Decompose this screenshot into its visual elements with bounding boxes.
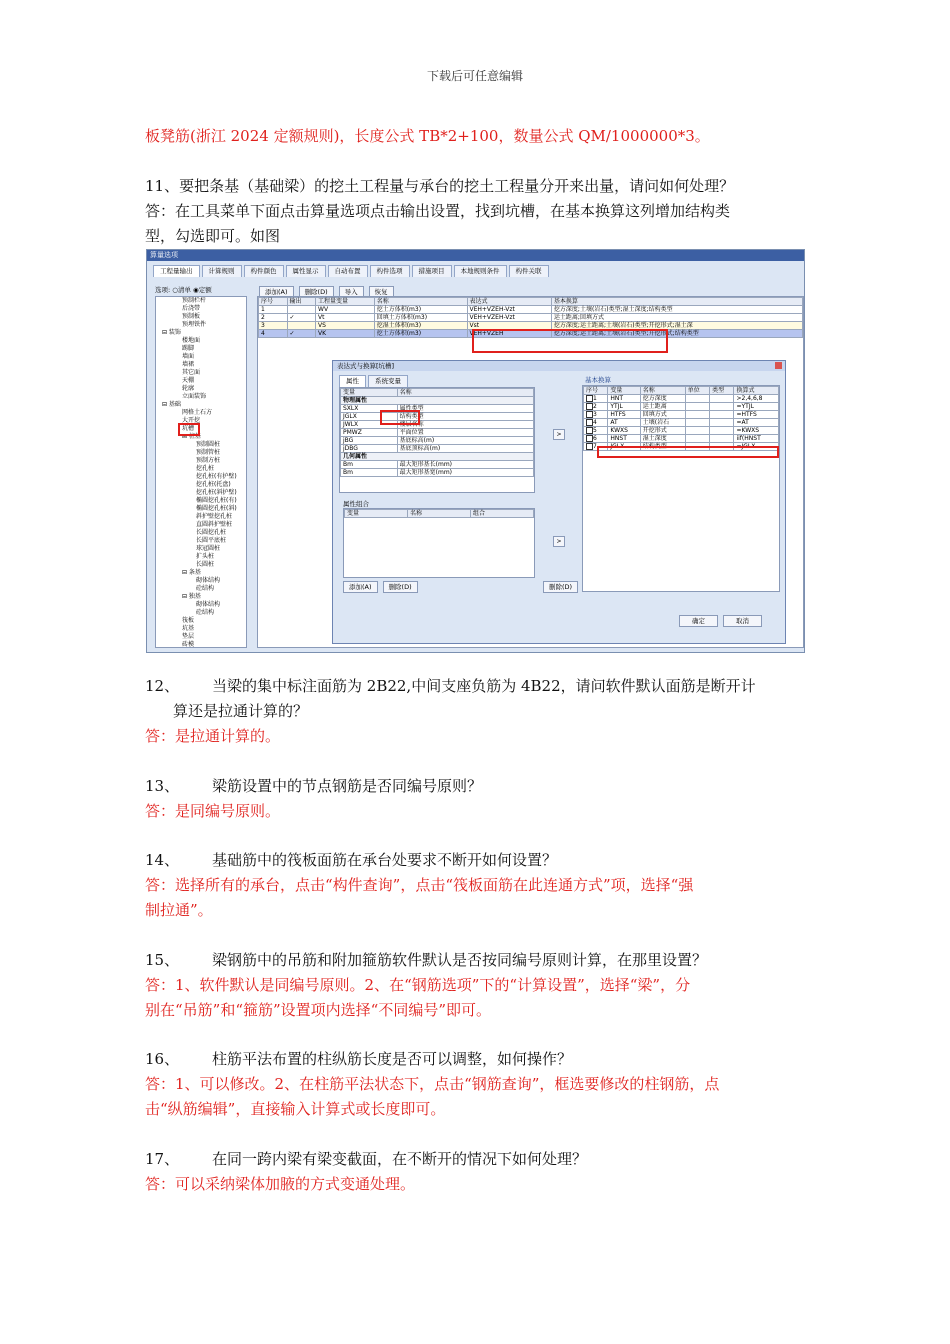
- tab-item[interactable]: 自动布置: [328, 265, 368, 277]
- col-combo: 组合: [471, 510, 534, 518]
- grid-cell: 2: [259, 314, 288, 322]
- grid-cell: 运土距离;回填方式: [551, 314, 802, 322]
- q11-answer-line2: 型，勾选即可。如图: [145, 227, 281, 245]
- attr-cell: jBG: [341, 437, 398, 445]
- q15-number: 15、: [145, 951, 180, 969]
- attr-cell: JWLX: [341, 421, 398, 429]
- dialog-title: 表达式与换算[坑槽]: [333, 361, 785, 371]
- grid-cell: 1: [259, 306, 288, 314]
- table-row[interactable]: [341, 405, 534, 413]
- attr-cell: jDBG: [341, 445, 398, 453]
- base-cell: =AT: [734, 419, 779, 427]
- tree-item[interactable]: 砖模: [182, 641, 195, 648]
- base-cell: YTJL: [608, 403, 640, 411]
- base-cell: 土壤(岩石: [640, 419, 685, 427]
- tab-bar: [153, 265, 551, 277]
- attr-cell: Bm: [341, 461, 398, 469]
- base-cell: JGLX: [608, 443, 640, 451]
- tree-item[interactable]: 踢脚: [182, 345, 195, 352]
- tab-item[interactable]: 构件选项: [370, 265, 410, 277]
- move-right-icon[interactable]: >: [553, 536, 565, 547]
- grid-cell: VEH+VZEH-Vzt: [467, 314, 551, 322]
- attr-cell: JGLX: [341, 413, 398, 421]
- attr-cell: SXLX: [341, 405, 398, 413]
- q15-answer-line1: 答：1、软件默认是同编号原则。2、在“钢筋选项”下的“计算设置”，选择“梁”，分: [145, 976, 691, 994]
- col-name: 名称: [408, 510, 471, 518]
- dialog-tabs: [339, 375, 410, 387]
- table-row[interactable]: [341, 469, 534, 477]
- ok-button[interactable]: 确定: [679, 615, 718, 627]
- base-cell: =HTFS: [734, 411, 779, 419]
- table-row[interactable]: [584, 427, 779, 435]
- combo-table: [344, 509, 534, 518]
- col-name: 名称: [397, 389, 533, 397]
- tree-item[interactable]: 砌体结构: [196, 601, 221, 608]
- tree-item[interactable]: ⊟ 独基: [182, 593, 201, 600]
- base-cell: [710, 403, 734, 411]
- table-row[interactable]: [341, 429, 534, 437]
- tree-item[interactable]: 挖孔桩(斜护壁): [196, 489, 237, 496]
- attr-group: 几何属性: [341, 453, 534, 461]
- checkbox-icon[interactable]: [586, 427, 593, 434]
- table-row[interactable]: [584, 411, 779, 419]
- base-panel: [582, 385, 780, 592]
- page-header: 下载后可任意编辑: [426, 69, 523, 83]
- q12-text: 当梁的集中标注面筋为 2B22,中间支座负筋为 4B22，请问软件默认面筋是断开计: [212, 677, 756, 695]
- tree-item[interactable]: 坑槽: [182, 425, 195, 432]
- tree-item[interactable]: 天棚: [182, 377, 195, 384]
- table-row[interactable]: [341, 437, 534, 445]
- attr-cell: 楼层名称: [397, 421, 533, 429]
- tree-item[interactable]: ⊟ 基础: [162, 401, 181, 408]
- base-header-cell: 单位: [685, 387, 709, 395]
- attr-cell: 最大矩形基长(mm): [397, 461, 533, 469]
- base-cell: =KWXS: [734, 427, 779, 435]
- option-radios: 选项: ○清单 ◉定额: [155, 286, 212, 294]
- q13-text: 梁筋设置中的节点钢筋是否同编号原则？: [212, 777, 483, 795]
- grid-cell: 回填土方体积(m3): [374, 314, 467, 322]
- q11-question: 11、要把条基（基础梁）的挖土工程量与承台的挖土工程量分开来出量，请问如何处理？: [145, 177, 735, 195]
- combo-label: 属性组合: [343, 500, 369, 508]
- attr-cell: Bm: [341, 469, 398, 477]
- tree-item[interactable]: 长圆挖孔桩: [196, 529, 227, 536]
- tree-item[interactable]: 坑基: [182, 625, 195, 632]
- q16-line: [145, 1047, 810, 1072]
- col-var: 变量: [341, 389, 398, 397]
- restore-button[interactable]: 恢复: [369, 286, 394, 298]
- base-cell: [710, 411, 734, 419]
- grid-cell: 4: [259, 330, 288, 338]
- tree-item[interactable]: 砼结构: [196, 609, 215, 616]
- table-row[interactable]: [341, 413, 534, 421]
- tree-item[interactable]: 立面装饰: [182, 393, 207, 400]
- base-cell: 1: [584, 395, 608, 403]
- grid-cell: WV: [316, 306, 375, 314]
- q12-line2: 算还是拉通计算的？: [173, 702, 309, 720]
- combo-panel: [343, 508, 535, 578]
- tree-item[interactable]: 椭圆挖孔桩(有): [196, 497, 237, 504]
- checkbox-icon[interactable]: [586, 435, 593, 442]
- tree-item[interactable]: 扩头桩: [196, 553, 215, 560]
- grid-cell: 挖土方体积(m3): [374, 330, 467, 338]
- tree-item[interactable]: 筏板: [182, 617, 195, 624]
- tree-item[interactable]: 直圆斜护壁桩: [196, 521, 233, 528]
- cancel-button[interactable]: 取消: [723, 615, 762, 627]
- q16-number: 16、: [145, 1050, 180, 1068]
- q17-answer: 答：可以采纳梁体加腋的方式变通处理。: [145, 1175, 416, 1193]
- base-cell: 运土距离: [640, 403, 685, 411]
- tree-item[interactable]: 挖孔桩(有护壁): [196, 473, 237, 480]
- base-header-cell: 类型: [710, 387, 734, 395]
- tree-item[interactable]: 预制管桩: [196, 449, 221, 456]
- tree-item[interactable]: 砼结构: [196, 585, 215, 592]
- q15-line: [145, 948, 810, 973]
- base-cell: 4: [584, 419, 608, 427]
- grid-cell: 挖土方体积(m3): [374, 306, 467, 314]
- add-button[interactable]: 添加(A): [259, 286, 294, 298]
- window-title: 算量选项: [147, 250, 804, 261]
- q14-answer-line2: 制拉通”。: [145, 901, 213, 919]
- q13-number: 13、: [145, 777, 180, 795]
- q12-answer: 答：是拉通计算的。: [145, 727, 281, 745]
- highlight-base-conversion: [472, 329, 668, 353]
- base-cell: 开挖形式: [640, 427, 685, 435]
- q16-text: 柱筋平法布置的柱纵筋长度是否可以调整，如何操作？: [212, 1050, 573, 1068]
- grid-cell: 挖方深度;运土距离;土壤(岩石)类型;开挖形式;结构类型: [551, 330, 802, 338]
- grid-header-cell: 工程量变量: [316, 298, 375, 306]
- radio-qingdan[interactable]: 清单: [177, 286, 191, 294]
- base-header-cell: 名称: [640, 387, 685, 395]
- base-cell: >2,4,6,8: [734, 395, 779, 403]
- base-cell: HNST: [608, 435, 640, 443]
- intro-line: 板凳筋(浙江 2024 定额规则)，长度公式 TB*2+100，数量公式 QM/1000000*3。: [145, 127, 710, 145]
- dialog-add-button[interactable]: 添加(A): [343, 581, 378, 593]
- tab-item[interactable]: 工程量输出: [153, 265, 200, 277]
- dialog-tab-attr[interactable]: 属性: [339, 375, 366, 387]
- checkbox-icon[interactable]: [586, 419, 593, 426]
- base-header-cell: 变量: [608, 387, 640, 395]
- table-row[interactable]: [584, 395, 779, 403]
- tree-item[interactable]: 椭圆挖孔桩(斜): [196, 505, 237, 512]
- grid-cell: 挖方深度;土壤(岩石)类型;湿土深度;结构类型: [551, 306, 802, 314]
- checkbox-icon[interactable]: [586, 403, 593, 410]
- base-cell: =YTJL: [734, 403, 779, 411]
- dialog-delete-button[interactable]: 删除(D): [383, 581, 418, 593]
- q16-answer-line2: 击“纵筋编辑”，直接输入计算式或长度即可。: [145, 1100, 446, 1118]
- tree-item[interactable]: 砌体结构: [196, 577, 221, 584]
- grid-header-cell: 名称: [374, 298, 467, 306]
- checkbox-icon[interactable]: [586, 443, 593, 450]
- grid-cell: 挖湿土体积(m3): [374, 322, 467, 330]
- grid-cell: 挖方深度;运土距离;土壤(岩石)类型;开挖形式;湿土深: [551, 322, 802, 330]
- grid-cell: ✓: [287, 330, 316, 338]
- base-cell: [710, 395, 734, 403]
- base-cell: 湿土深度: [640, 435, 685, 443]
- radio-dinge[interactable]: 定额: [198, 286, 212, 294]
- grid-cell: [287, 322, 316, 330]
- table-row[interactable]: [259, 314, 803, 322]
- attr-cell: 最大矩形基宽(mm): [397, 469, 533, 477]
- grid-header-cell: 表达式: [467, 298, 551, 306]
- base-header-cell: 序号: [584, 387, 608, 395]
- tree-item[interactable]: 轮廓: [182, 385, 195, 392]
- q12-line1: [145, 674, 810, 699]
- tree-item[interactable]: 大开挖: [182, 417, 201, 424]
- tree-item[interactable]: 墙裙: [182, 361, 195, 368]
- tree-item[interactable]: 预制方桩: [196, 457, 221, 464]
- q15-answer-line2: 别在“吊筋”和“箍筋”设置项内选择“不同编号”即可。: [145, 1001, 492, 1019]
- base-cell: HNT: [608, 395, 640, 403]
- tree-item[interactable]: 网格土石方: [182, 409, 213, 416]
- tab-item[interactable]: 构件关联: [509, 265, 549, 277]
- highlight-base-row: [597, 446, 779, 458]
- tree-item[interactable]: 墙面: [182, 353, 195, 360]
- base-cell: 3: [584, 411, 608, 419]
- base-cell: 挖方深度: [640, 395, 685, 403]
- table-row[interactable]: [341, 421, 534, 429]
- grid-cell: VS: [316, 322, 375, 330]
- dialog-btns: [343, 581, 423, 593]
- tree-item[interactable]: 楼地面: [182, 337, 201, 344]
- close-icon[interactable]: [775, 362, 782, 369]
- q13-answer: 答：是同编号原则。: [145, 802, 281, 820]
- base-cell: 回填方式: [640, 411, 685, 419]
- attr-cell: PMWZ: [341, 429, 398, 437]
- table-row[interactable]: [259, 306, 803, 314]
- q11-answer-line1: 答：在工具菜单下面点击算量选项点击输出设置，找到坑槽，在基本换算这列增加结构类: [145, 202, 731, 220]
- q13-line: [145, 774, 810, 799]
- attr-cell: 基底顶标高(m): [397, 445, 533, 453]
- base-cell: [685, 403, 709, 411]
- base-cell: [710, 435, 734, 443]
- base-cell: 结构类型: [640, 443, 685, 451]
- grid-header-cell: 输出: [287, 298, 316, 306]
- option-label: 选项:: [155, 286, 171, 294]
- tree-item[interactable]: 斜护壁挖孔桩: [196, 513, 233, 520]
- grid-cell: VEH+VZEH: [467, 330, 551, 338]
- q14-answer-line1: 答：选择所有的承台，点击“构件查询”，点击“筏板面筋在此连通方式”项，选择“强: [145, 876, 694, 894]
- base-cell: =JGLX: [734, 443, 779, 451]
- tree-item[interactable]: 预制板: [182, 313, 201, 320]
- table-row[interactable]: [584, 419, 779, 427]
- base-cell: [710, 427, 734, 435]
- import-button[interactable]: 导入: [339, 286, 364, 298]
- highlight-jglx: [380, 410, 420, 425]
- grid-cell: Vst: [467, 322, 551, 330]
- tree-item[interactable]: 其它面: [182, 369, 201, 376]
- tree-item[interactable]: 预制栏杆: [182, 297, 207, 304]
- tree-item[interactable]: 长圆平底桩: [196, 537, 227, 544]
- base-cell: HTFS: [608, 411, 640, 419]
- delete-btn-wrap: [543, 581, 583, 593]
- base-cell: [685, 427, 709, 435]
- tree-item[interactable]: 预埋铁件: [182, 321, 207, 328]
- component-tree[interactable]: [155, 296, 247, 648]
- delete-button[interactable]: 删除(D): [299, 286, 334, 298]
- tree-item[interactable]: ⊟ 装饰: [162, 329, 181, 336]
- settings-screenshot: [146, 249, 805, 653]
- q14-line: [145, 848, 810, 873]
- tree-item[interactable]: 垫层: [182, 633, 195, 640]
- grid-cell: ✓: [287, 314, 316, 322]
- tab-item[interactable]: 构件颜色: [244, 265, 284, 277]
- base-cell: [685, 435, 709, 443]
- dialog-footer: [679, 615, 767, 627]
- base-cell: [685, 411, 709, 419]
- tree-item[interactable]: ⊟ 条基: [182, 569, 201, 576]
- tab-item[interactable]: 属性显示: [286, 265, 326, 277]
- q17-text: 在同一跨内梁有梁变截面，在不断开的情况下如何处理？: [212, 1150, 588, 1168]
- q14-number: 14、: [145, 851, 180, 869]
- move-right-icon[interactable]: >: [553, 429, 565, 440]
- base-cell: [685, 419, 709, 427]
- grid-header-cell: 基本换算: [551, 298, 802, 306]
- grid-header-cell: 序号: [259, 298, 288, 306]
- q15-text: 梁钢筋中的吊筋和附加箍筋软件默认是否按同编号原则计算，在那里设置？: [212, 951, 708, 969]
- base-cell: 5: [584, 427, 608, 435]
- checkbox-icon[interactable]: [586, 395, 593, 402]
- base-cell: 6: [584, 435, 608, 443]
- base-cell: AT: [608, 419, 640, 427]
- attr-cell: 结构类型: [397, 413, 533, 421]
- attr-panel: [339, 387, 535, 493]
- tree-item[interactable]: 预制圆桩: [196, 441, 221, 448]
- dialog-tab-sysvar[interactable]: 系统变量: [368, 375, 408, 387]
- tree-item[interactable]: 挖孔桩(托盘): [196, 481, 231, 488]
- grid-cell: VK: [316, 330, 375, 338]
- tree-item[interactable]: 球冠圆桩: [196, 545, 221, 552]
- tab-item[interactable]: 措施项目: [412, 265, 452, 277]
- grid-cell: 3: [259, 322, 288, 330]
- base-table: [583, 386, 779, 451]
- expression-dialog: [332, 360, 786, 644]
- base-cell: 2: [584, 403, 608, 411]
- base-cell: 7: [584, 443, 608, 451]
- highlight-kengcao: [178, 423, 200, 436]
- attr-group: 物理属性: [341, 397, 534, 405]
- tab-item[interactable]: 计算规则: [202, 265, 242, 277]
- base-delete-button[interactable]: 删除(D): [543, 581, 578, 593]
- col-var: 变量: [345, 510, 408, 518]
- base-cell: KWXS: [608, 427, 640, 435]
- q17-number: 17、: [145, 1150, 180, 1168]
- base-header-cell: 换算式: [734, 387, 779, 395]
- q14-text: 基础筋中的筏板面筋在承台处要求不断开如何设置？: [212, 851, 558, 869]
- tab-item[interactable]: 本地规则条件: [454, 265, 507, 277]
- q17-line: [145, 1147, 810, 1172]
- table-row[interactable]: [584, 403, 779, 411]
- tree-item[interactable]: 后浇带: [182, 305, 201, 312]
- q16-answer-line1: 答：1、可以修改。2、在柱筋平法状态下，点击“钢筋查询”，框选要修改的柱钢筋，点: [145, 1075, 720, 1093]
- base-cell: [710, 419, 734, 427]
- tree-item[interactable]: 长圆桩: [196, 561, 215, 568]
- base-label: 基本换算: [585, 376, 611, 384]
- attr-table: [340, 388, 534, 477]
- tree-item[interactable]: ⊟ 桩基: [182, 433, 201, 440]
- table-row[interactable]: [584, 435, 779, 443]
- grid-cell: Vt: [316, 314, 375, 322]
- base-cell: iif(HNST: [734, 435, 779, 443]
- grid-cell: [287, 306, 316, 314]
- tree-item[interactable]: 挖孔桩: [196, 465, 215, 472]
- attr-cell: 基底标高(m): [397, 437, 533, 445]
- table-row[interactable]: [341, 445, 534, 453]
- base-cell: [685, 395, 709, 403]
- table-row[interactable]: [341, 461, 534, 469]
- checkbox-icon[interactable]: [586, 411, 593, 418]
- grid-cell: VEH+VZEH-Vzt: [467, 306, 551, 314]
- q12-number: 12、: [145, 677, 180, 695]
- attr-cell: 平面位置: [397, 429, 533, 437]
- attr-cell: 属性类型: [397, 405, 533, 413]
